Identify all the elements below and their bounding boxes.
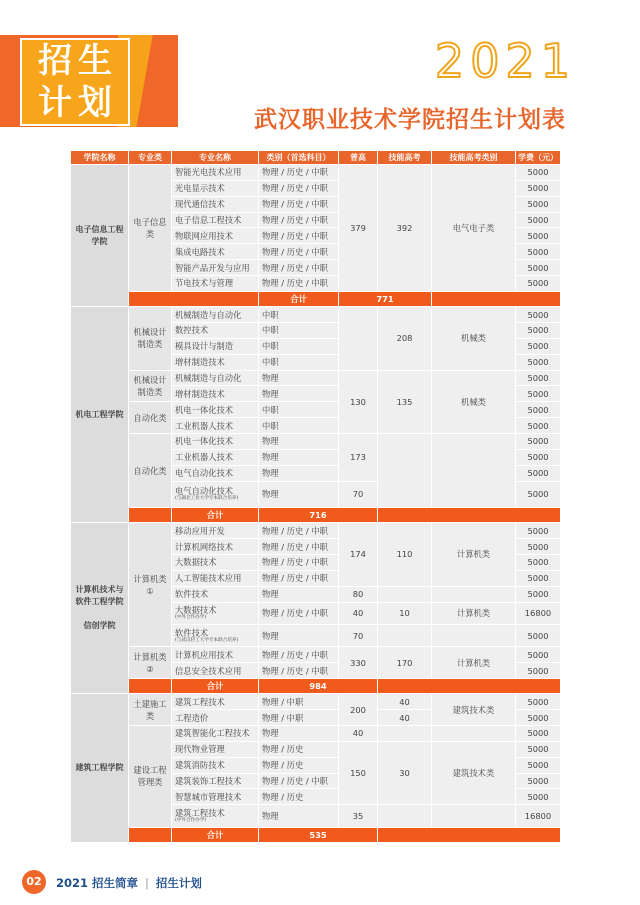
subject-cell: 物理	[259, 586, 339, 602]
total-label: 合计	[259, 291, 339, 306]
subject-cell: 物理 / 历史 / 中职	[259, 663, 339, 679]
subject-cell: 物理	[259, 434, 339, 450]
fee-cell: 5000	[516, 165, 561, 181]
subject-cell: 物理 / 历史 / 中职	[259, 602, 339, 624]
skill-quota-cell: 208	[378, 307, 432, 370]
subject-cell: 物理 / 历史 / 中职	[259, 570, 339, 586]
subject-cell: 物理	[259, 624, 339, 646]
fee-cell: 5000	[516, 570, 561, 586]
subject-cell: 物理 / 历史	[259, 789, 339, 805]
fee-cell: 5000	[516, 228, 561, 244]
subject-cell: 物理 / 历史 / 中职	[259, 647, 339, 663]
subject-cell: 中职	[259, 338, 339, 354]
table-row	[71, 523, 561, 539]
subject-cell: 物理 / 历史 / 中职	[259, 554, 339, 570]
skill-type-cell: 建筑技术类	[432, 741, 516, 804]
col-header-college: 学院名称	[71, 151, 129, 165]
table-row	[71, 434, 561, 450]
general-quota-cell: 80	[339, 586, 378, 602]
page-number-badge: 02	[22, 870, 46, 894]
major-cell: 电子信息工程技术	[172, 212, 259, 228]
major-cell: 智能光电技术应用	[172, 165, 259, 181]
fee-cell: 5000	[516, 180, 561, 196]
col-header-category: 专业类	[129, 151, 172, 165]
skill-quota-cell: 40	[378, 694, 432, 710]
enrollment-plan-table	[70, 150, 561, 843]
major-cell: 增材制造技术	[172, 386, 259, 402]
fee-cell: 5000	[516, 757, 561, 773]
fee-cell: 5000	[516, 523, 561, 539]
subject-cell: 物理 / 历史 / 中职	[259, 228, 339, 244]
fee-cell: 5000	[516, 434, 561, 450]
major-cell: 电气自动化技术	[172, 465, 259, 481]
category-cell: 计算机类②	[129, 647, 172, 679]
category-cell: 机械设计制造类	[129, 370, 172, 402]
major-cell: 大数据技术 (中外合作办学)	[172, 602, 259, 624]
subject-cell: 物理	[259, 449, 339, 465]
fee-cell: 5000	[516, 647, 561, 663]
college-cell-secondary: 信创学院	[83, 621, 116, 631]
subject-cell: 物理	[259, 481, 339, 507]
major-cell: 物联网应用技术	[172, 228, 259, 244]
college-cell: 机电工程学院	[71, 307, 129, 523]
total-value: 984	[259, 679, 378, 694]
fee-cell: 5000	[516, 586, 561, 602]
major-cell: 建筑装饰工程技术	[172, 773, 259, 789]
total-row	[71, 827, 561, 842]
general-quota-cell: 130	[339, 370, 378, 433]
fee-cell: 5000	[516, 276, 561, 292]
fee-cell: 5000	[516, 624, 561, 646]
skill-type-cell: 机械类	[432, 370, 516, 433]
subject-cell: 物理 / 历史 / 中职	[259, 212, 339, 228]
major-note: (与武汉轻工大学专本联合培养)	[175, 637, 239, 643]
major-cell: 增材制造技术	[172, 354, 259, 370]
fee-cell: 5000	[516, 418, 561, 434]
subject-cell: 物理 / 历史	[259, 741, 339, 757]
general-quota-cell: 173	[339, 434, 378, 482]
total-label: 合计	[172, 508, 259, 523]
major-note: (中外合作办学)	[175, 817, 207, 823]
fee-cell: 16800	[516, 602, 561, 624]
major-cell: 人工智能技术应用	[172, 570, 259, 586]
col-header-skill-type: 技能高考类别	[432, 151, 516, 165]
major-cell: 机电一体化技术	[172, 434, 259, 450]
skill-quota-cell: 392	[378, 165, 432, 292]
general-quota-cell: 150	[339, 741, 378, 804]
major-cell: 机械制造与自动化	[172, 307, 259, 323]
fee-cell: 5000	[516, 741, 561, 757]
subject-cell: 物理 / 历史 / 中职	[259, 773, 339, 789]
subject-cell: 物理 / 历史 / 中职	[259, 539, 339, 555]
fee-cell: 5000	[516, 481, 561, 507]
general-quota-cell: 70	[339, 481, 378, 507]
skill-quota-cell: 30	[378, 741, 432, 804]
fee-cell: 5000	[516, 354, 561, 370]
subject-cell: 物理	[259, 386, 339, 402]
major-cell: 建筑智能化工程技术	[172, 726, 259, 742]
major-cell: 建筑工程技术 (中外合作办学)	[172, 805, 259, 827]
major-cell: 软件技术	[172, 586, 259, 602]
general-quota-cell: 70	[339, 624, 378, 646]
subject-cell: 物理 / 历史 / 中职	[259, 244, 339, 260]
major-cell: 工业机器人技术	[172, 418, 259, 434]
footer-brochure: 2021 招生简章	[56, 876, 139, 890]
major-cell: 现代物业管理	[172, 741, 259, 757]
subject-cell: 物理 / 历史 / 中职	[259, 523, 339, 539]
major-cell: 节电技术与管理	[172, 276, 259, 292]
major-cell: 模具设计与制造	[172, 338, 259, 354]
general-quota-cell: 40	[339, 726, 378, 742]
skill-type-cell: 计算机类	[432, 647, 516, 679]
skill-quota-cell: 10	[378, 602, 432, 624]
fee-cell: 5000	[516, 789, 561, 805]
table-row	[71, 370, 561, 386]
fee-cell: 5000	[516, 244, 561, 260]
general-quota-cell: 330	[339, 647, 378, 679]
col-header-general: 普高	[339, 151, 378, 165]
subject-cell: 中职	[259, 418, 339, 434]
college-cell: 电子信息工程学院	[71, 165, 129, 307]
skill-type-cell: 电气电子类	[432, 165, 516, 292]
major-cell: 大数据技术	[172, 554, 259, 570]
subject-cell: 物理 / 历史 / 中职	[259, 276, 339, 292]
fee-cell: 5000	[516, 338, 561, 354]
general-quota-cell: 379	[339, 165, 378, 292]
skill-type-cell: 建筑技术类	[432, 694, 516, 726]
fee-cell: 5000	[516, 402, 561, 418]
fee-cell: 5000	[516, 196, 561, 212]
table-row	[71, 647, 561, 663]
major-cell: 电气自动化技术 (与湖北工业大学专本联合培养)	[172, 481, 259, 507]
total-value: 771	[339, 291, 432, 306]
subject-cell: 中职	[259, 354, 339, 370]
fee-cell: 5000	[516, 465, 561, 481]
skill-quota-cell: 135	[378, 370, 432, 433]
subject-cell: 物理	[259, 726, 339, 742]
category-cell: 建设工程管理类	[129, 726, 172, 828]
major-cell: 信息安全技术应用	[172, 663, 259, 679]
category-cell: 自动化类	[129, 434, 172, 508]
skill-type-cell: 机械类	[432, 307, 516, 370]
subject-cell: 中职	[259, 402, 339, 418]
fee-cell: 5000	[516, 694, 561, 710]
major-cell: 建筑工程技术	[172, 694, 259, 710]
major-cell: 智能产品开发与应用	[172, 260, 259, 276]
table-row	[71, 165, 561, 181]
subject-cell: 中职	[259, 307, 339, 323]
skill-type-cell: 计算机类	[432, 602, 516, 624]
subject-cell: 物理 / 中职	[259, 710, 339, 726]
subject-cell: 中职	[259, 322, 339, 338]
general-quota-cell: 35	[339, 805, 378, 827]
col-header-subject: 类别（首选科目）	[259, 151, 339, 165]
fee-cell: 5000	[516, 539, 561, 555]
table-row	[71, 694, 561, 710]
skill-quota-cell: 110	[378, 523, 432, 586]
major-cell: 数控技术	[172, 322, 259, 338]
major-cell: 光电显示技术	[172, 180, 259, 196]
category-cell: 计算机类①	[129, 523, 172, 647]
col-header-fee: 学费（元）	[516, 151, 561, 165]
college-cell: 计算机技术与软件工程学院 信创学院	[71, 523, 129, 694]
subject-cell: 物理 / 历史 / 中职	[259, 165, 339, 181]
category-cell: 电子信息类	[129, 165, 172, 292]
footer-section: 招生计划	[155, 876, 202, 890]
subject-cell: 物理	[259, 370, 339, 386]
footer-separator: |	[145, 876, 149, 890]
fee-cell: 5000	[516, 386, 561, 402]
major-cell: 机电一体化技术	[172, 402, 259, 418]
fee-cell: 5000	[516, 726, 561, 742]
general-quota-cell: 174	[339, 523, 378, 586]
general-quota-cell: 40	[339, 602, 378, 624]
major-cell: 智慧城市管理技术	[172, 789, 259, 805]
subject-cell: 物理 / 历史 / 中职	[259, 260, 339, 276]
fee-cell: 5000	[516, 663, 561, 679]
category-cell: 土建施工类	[129, 694, 172, 726]
total-row	[71, 679, 561, 694]
fee-cell: 5000	[516, 773, 561, 789]
total-label: 合计	[172, 827, 259, 842]
major-note: (与湖北工业大学专本联合培养)	[175, 496, 239, 502]
major-cell: 计算机应用技术	[172, 647, 259, 663]
header-tag-line2: 计划	[38, 83, 118, 123]
category-cell: 自动化类	[129, 402, 172, 434]
footer-text	[56, 875, 202, 891]
major-cell: 建筑消防技术	[172, 757, 259, 773]
skill-quota-cell: 40	[378, 710, 432, 726]
fee-cell: 16800	[516, 805, 561, 827]
general-quota-cell: 200	[339, 694, 378, 726]
table-row	[71, 307, 561, 323]
header-tag-line1: 招生	[38, 41, 118, 81]
subject-cell: 物理 / 历史 / 中职	[259, 180, 339, 196]
fee-cell: 5000	[516, 370, 561, 386]
year-title: 2021	[434, 34, 576, 88]
fee-cell: 5000	[516, 449, 561, 465]
table-header-row	[71, 151, 561, 165]
fee-cell: 5000	[516, 710, 561, 726]
page-title: 武汉职业技术学院招生计划表	[254, 107, 566, 133]
total-row	[71, 291, 561, 306]
major-cell: 现代通信技术	[172, 196, 259, 212]
col-header-major: 专业名称	[172, 151, 259, 165]
subject-cell: 物理	[259, 805, 339, 827]
major-cell: 计算机网络技术	[172, 539, 259, 555]
total-label: 合计	[172, 679, 259, 694]
total-row	[71, 508, 561, 523]
total-value: 535	[259, 827, 378, 842]
fee-cell: 5000	[516, 307, 561, 323]
subject-cell: 物理 / 历史	[259, 757, 339, 773]
col-header-skill: 技能高考	[378, 151, 432, 165]
total-value: 716	[259, 508, 378, 523]
fee-cell: 5000	[516, 212, 561, 228]
major-cell: 移动应用开发	[172, 523, 259, 539]
fee-cell: 5000	[516, 260, 561, 276]
major-cell: 软件技术 (与武汉轻工大学专本联合培养)	[172, 624, 259, 646]
subject-cell: 物理 / 中职	[259, 694, 339, 710]
table-row	[71, 726, 561, 742]
category-cell: 机械设计制造类	[129, 307, 172, 370]
fee-cell: 5000	[516, 322, 561, 338]
major-cell: 机械制造与自动化	[172, 370, 259, 386]
fee-cell: 5000	[516, 554, 561, 570]
major-cell: 工业机器人技术	[172, 449, 259, 465]
subject-cell: 物理 / 历史 / 中职	[259, 196, 339, 212]
skill-type-cell: 计算机类	[432, 523, 516, 586]
skill-quota-cell: 170	[378, 647, 432, 679]
college-cell: 建筑工程学院	[71, 694, 129, 843]
subject-cell: 物理	[259, 465, 339, 481]
major-cell: 集成电路技术	[172, 244, 259, 260]
major-note: (中外合作办学)	[175, 615, 207, 621]
major-cell: 工程造价	[172, 710, 259, 726]
